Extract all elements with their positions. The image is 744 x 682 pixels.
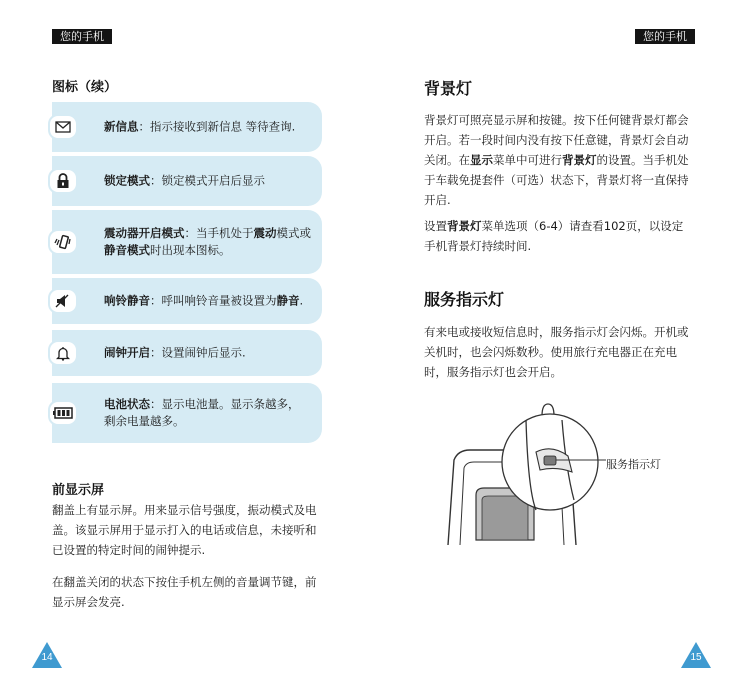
speaker-muted-icon: [48, 288, 78, 314]
left-header-tag: 您的手机: [52, 29, 112, 44]
icon-row-lock-mode: [52, 156, 322, 206]
vibrate-icon: [48, 229, 78, 255]
lock-mode-description: 锁定模式：锁定模式开启后显示: [104, 173, 265, 188]
backlight-paragraph-2: 设置背景灯菜单选项（6-4）请查看102页，以设定手机背景灯持续时间.: [424, 219, 684, 253]
service-indicator-paragraph: 有来电或接收短信息时，服务指示灯会闪烁。开机或关机时，也会闪烁数秒。使用旅行充电器正在充电时，服务指示灯也会开启。: [424, 325, 689, 379]
new-message-description: 新信息：指示接收到新信息 等待查询.: [104, 119, 296, 134]
front-display-paragraph-2: 在翻盖关闭的状态下按住手机左侧的音量调节键，前显示屏会发亮.: [52, 575, 317, 609]
service-indicator-callout: 服务指示灯: [606, 458, 661, 471]
phone-illustration: [440, 400, 610, 550]
icon-row-new-message: [52, 102, 322, 152]
front-display-paragraph-1: 翻盖上有显示屏。用来显示信号强度，振动模式及电盖。该显示屏用于显示打入的电话或信息，未接听和已设置的特定时间的闹钟提示.: [52, 503, 317, 557]
icon-row-alarm: [52, 330, 322, 376]
backlight-paragraph-1: 背景灯可照亮显示屏和按键。按下任何键背景灯都会开启。若一段时间内没有按下任意键，背景灯会自动关闭。在显示菜单中可进行背景灯的设置。当手机处于车载免提套件（可选）状态下，背景灯将一直保持开启.: [424, 113, 689, 207]
alarm-description: 闹钟开启：设置闹钟后显示.: [104, 345, 246, 360]
icons-heading: 图标（续）: [52, 80, 118, 95]
icon-row-ringer-mute: [52, 278, 322, 324]
vibrate-mode-description: 震动器开启模式：当手机处于震动模式或 静音模式时出现本图标。: [104, 226, 311, 257]
service-indicator-heading: 服务指示灯: [424, 290, 505, 309]
icon-row-battery: [52, 383, 322, 443]
bell-icon: [48, 340, 78, 366]
battery-description: 电池状态：显示电池量。显示条越多， 剩余电量越多。: [104, 397, 300, 428]
right-header-tag: 您的手机: [635, 29, 695, 44]
left-page-number: 14: [32, 642, 62, 668]
backlight-heading: 背景灯: [424, 79, 473, 98]
icon-row-vibrate-mode: [52, 210, 322, 274]
lock-icon: [48, 168, 78, 194]
right-page-number: 15: [681, 642, 711, 668]
envelope-icon: [48, 114, 78, 140]
battery-icon: [48, 400, 78, 426]
ringer-mute-description: 响铃静音：呼叫响铃音量被设置为静音.: [104, 293, 304, 308]
front-display-heading: 前显示屏: [52, 483, 105, 498]
